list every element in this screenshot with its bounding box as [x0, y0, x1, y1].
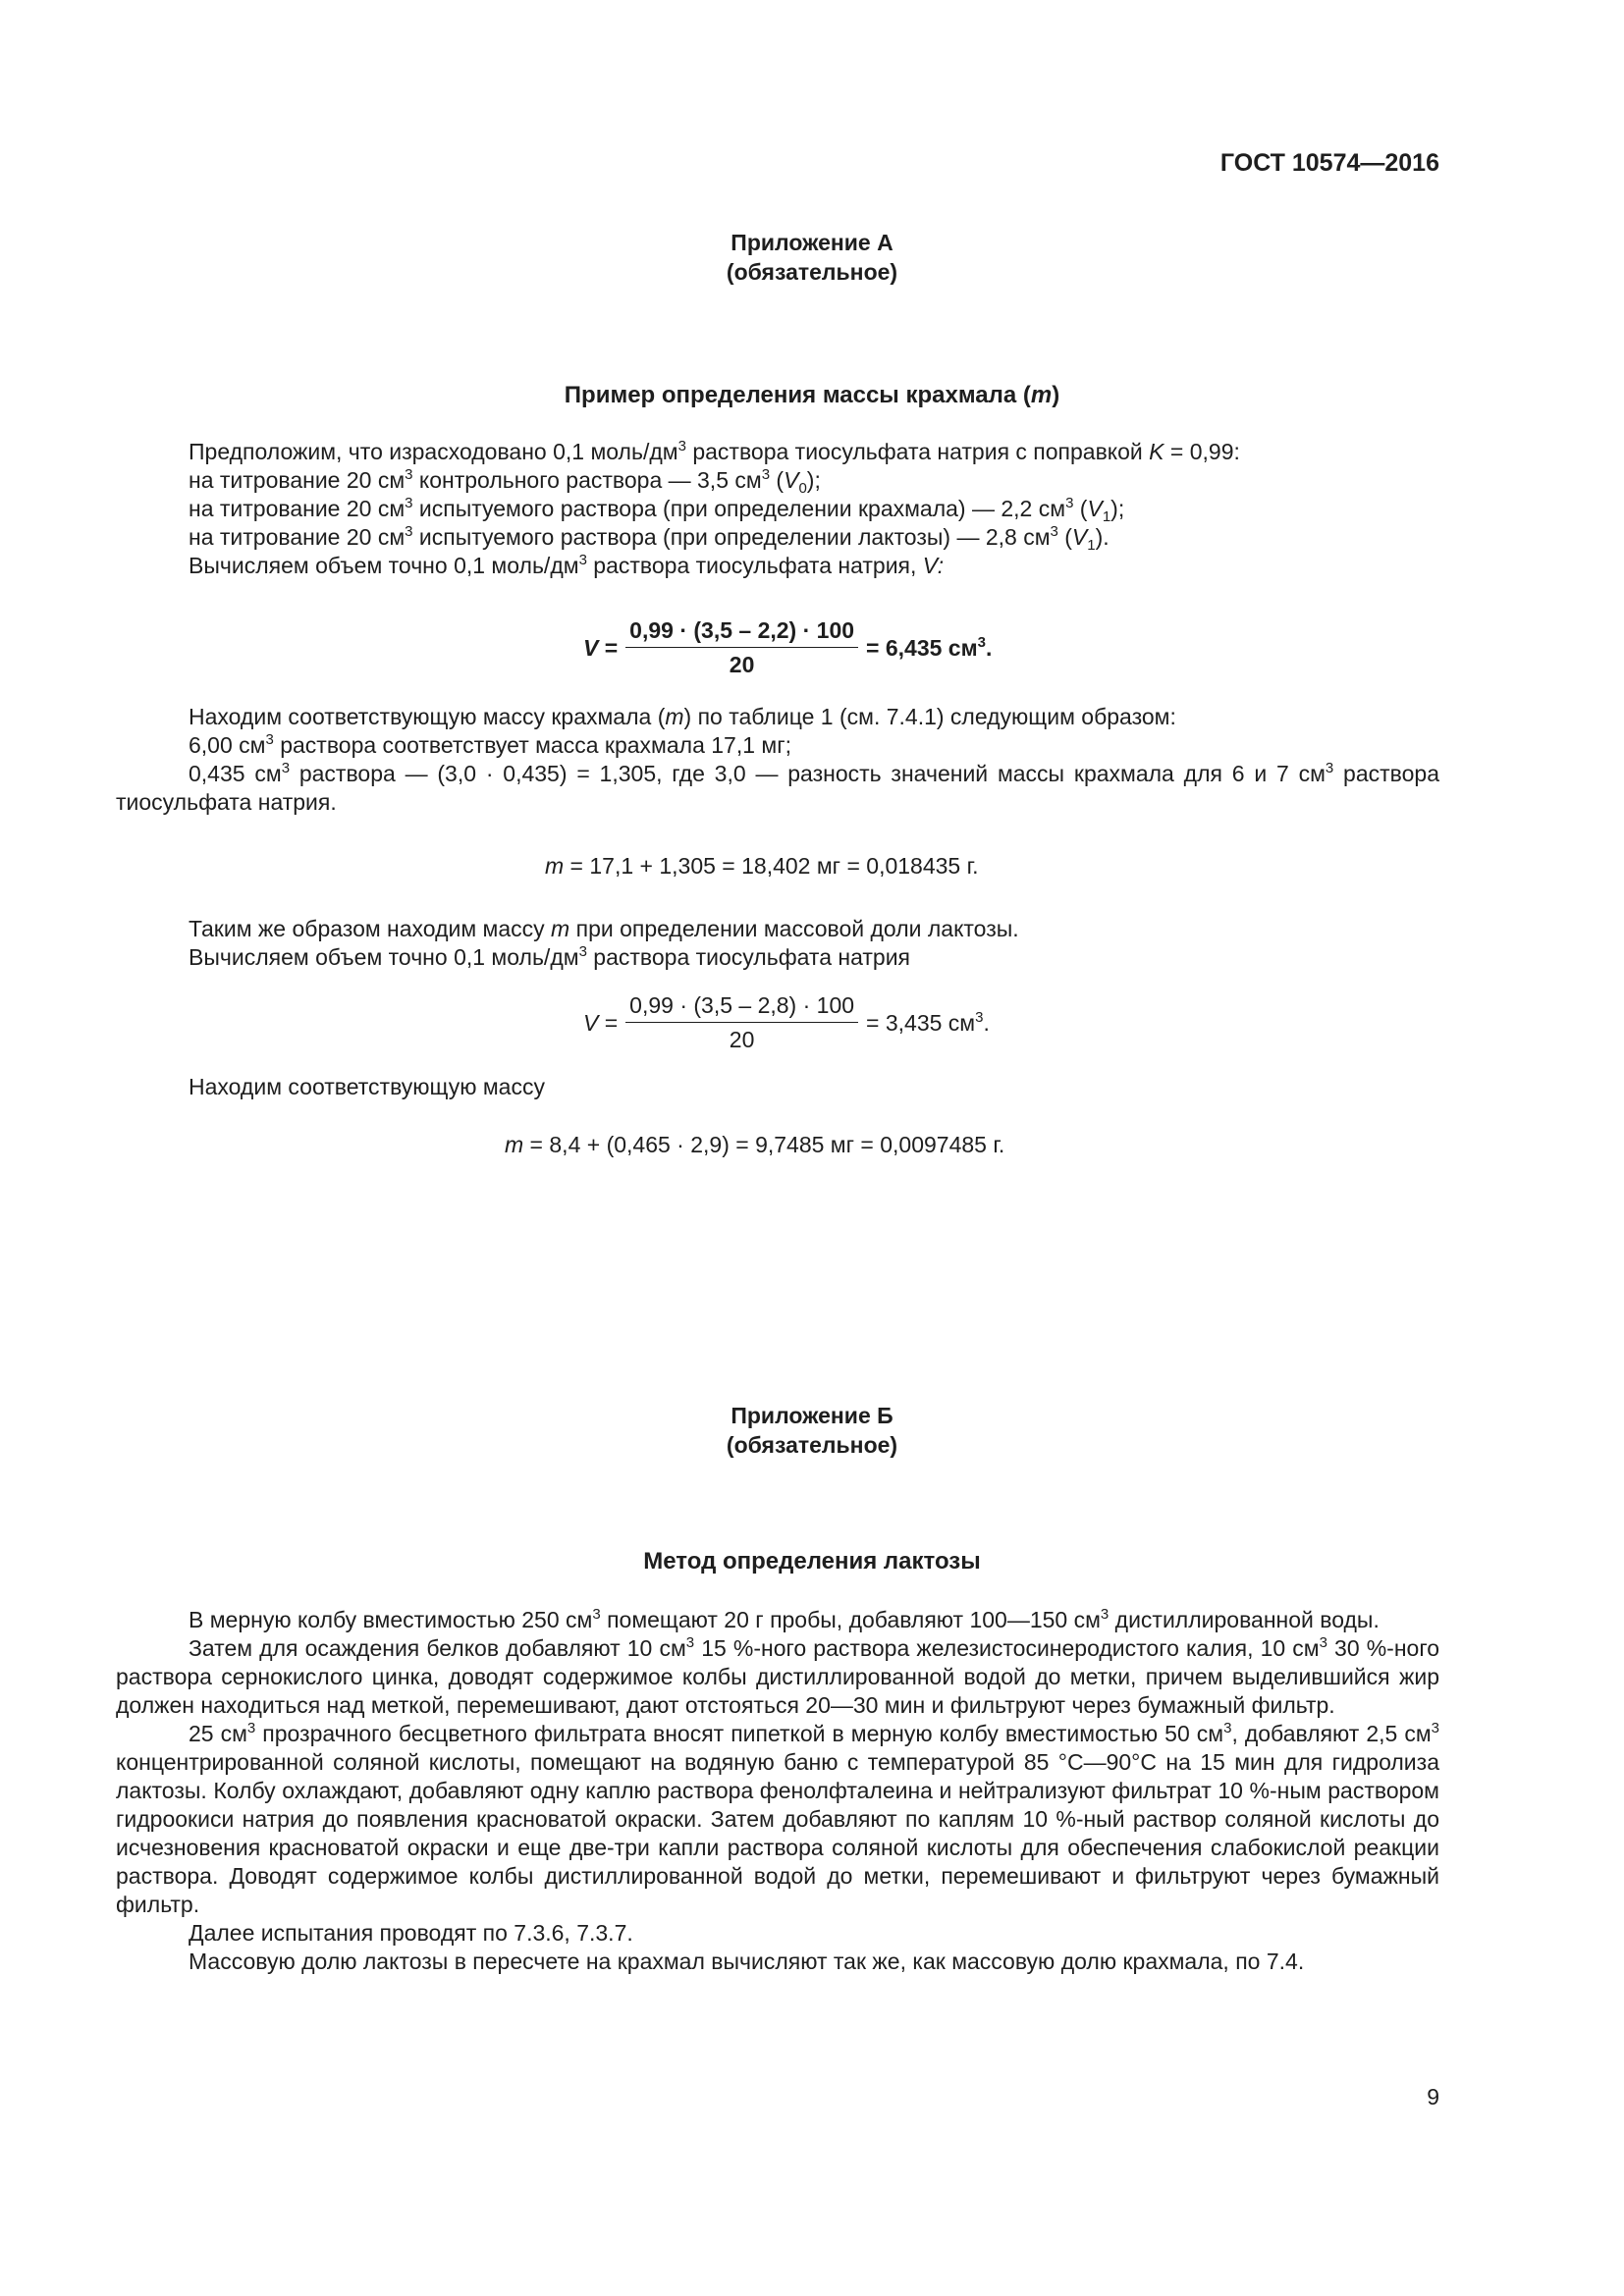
annex-a-mass: [116, 703, 1439, 817]
intro-line-4: на титрование 20 $см^3$ испытуемого раствора (при определении лактозы) — 2,8 $см^3$ $(V_1)$.: [189, 523, 1110, 554]
formula-mass-lactose: m = 8,4 + (0,465 · 2,9) = 9,7485 мг = 0,0097485 г.: [505, 1132, 1005, 1157]
intro-line-3: на титрование 20 $см^3$ испытуемого раствора (при определении крахмала) — 2,2 $см^3$ $(V_1)$;: [189, 495, 1125, 525]
lactose-line-2: Вычисляем объем точно 0,1 моль/$дм^3$ раствора тиосульфата натрия: [189, 943, 910, 970]
annex-a-lactose: [116, 915, 1439, 972]
formula-denominator: 20: [729, 652, 755, 677]
find-mass-text: Находим соответствующую массу: [189, 1074, 545, 1099]
formula-volume-lactose: V = $\frac{0,99 \cdot (3,5 - 2,8) \cdot 100}{20}$ = 3,435 $см^3$.: [583, 992, 990, 1052]
page-number: 9: [1427, 2084, 1439, 2109]
annex-a-intro: [116, 438, 1439, 580]
annex-b-title: Метод определения лактозы: [643, 1548, 981, 1575]
formula-denominator: 20: [729, 1027, 755, 1052]
annex-a-label: Приложение А: [731, 230, 893, 255]
document-id: ГОСТ 10574—2016: [1219, 149, 1439, 177]
mass-line-1: Находим соответствующую массу крахмала (m) по таблице 1 (см. 7.4.1) следующим образом:: [189, 704, 1176, 729]
annex-a-title: Пример определения массы крахмала (m): [564, 382, 1060, 408]
annex-b-paragraph-4: Далее испытания проводят по 7.3.6, 7.3.7.: [189, 1920, 633, 1946]
annex-b-status: (обязательное): [726, 1432, 898, 1458]
intro-line-5: Вычисляем объем точно 0,1 моль/$дм^3$ раствора тиосульфата натрия, V:: [189, 552, 945, 578]
formula-volume-starch: V = $\frac{0,99 \cdot (3,5 - 2,2) \cdot 100}{20}$ = 6,435 $см^3$.: [583, 617, 993, 677]
annex-b-paragraph-5: Массовую долю лактозы в пересчете на крахмал вычисляют так же, как массовую долю крахмала, по 7.4.: [189, 1949, 1305, 1974]
annex-a-status: (обязательное): [726, 259, 898, 285]
annex-b-paragraph-1: В мерную колбу вместимостью 250 $см^3$ помещают 20 г пробы, добавляют 100—150 $см^3$ дистиллированной воды.: [189, 1606, 1380, 1632]
mass-line-2: 6,00 $см^3$ раствора соответствует масса крахмала 17,1 мг;: [189, 731, 792, 758]
intro-line-2: на титрование 20 $см^3$ контрольного раствора — 3,5 $см^3$ $(V_0)$;: [189, 466, 821, 497]
lactose-line-1: Таким же образом находим массу m при определении массовой доли лактозы.: [189, 916, 1019, 941]
annex-b-paragraph-3: 25 $см^3$ прозрачного бесцветного фильтрата вносят пипеткой в мерную колбу вместимостью 50 $см^3$, добавляют 2,5 $см^3$ концентрированной соляной кислоты, помещают на водяную баню с температурой 85 °С—90°С на 15 мин для гидролиза лактозы. Колбу охлаждают, добавляют одну каплю раствора фенолфталеина и нейтрализуют фильтрат 10 %-ным раствором гидроокиси натрия до появления красноватой окраски. Затем добавляют по каплям 10 %-ный раствор соляной кислоты до исчезновения красноватой окраски и еще две-три капли раствора соляной кислоты для обеспечения слабокислой реакции раствора. Доводят содержимое колбы дистиллированной водой до метки, перемешивают и фильтруют через бумажный фильтр.: [116, 1720, 1439, 1917]
annex-b-body: [116, 1606, 1439, 1976]
formula-numerator: 0,99 · (3,5 – 2,2) · 100: [625, 616, 858, 648]
intro-line-1: Предположим, что израсходовано 0,1 моль/$дм^3$ раствора тиосульфата натрия с поправкой K = 0,99:: [189, 438, 1240, 464]
annex-b-paragraph-2: Затем для осаждения белков добавляют 10 $см^3$ 15 %-ного раствора железистосинеродистого калия, 10 $см^3$ 30 %-ного раствора сернокислого цинка, доводят содержимое колбы дистиллированной водой до метки, причем выделившийся жир должен находиться над меткой, перемешивают, дают отстояться 20—30 мин и фильтруют через бумажный фильтр.: [116, 1634, 1439, 1718]
formula-mass-starch: m = 17,1 + 1,305 = 18,402 мг = 0,018435 г.: [545, 853, 979, 879]
annex-b-label: Приложение Б: [731, 1403, 893, 1428]
formula-numerator: 0,99 · (3,5 – 2,8) · 100: [625, 991, 858, 1023]
mass-line-3: 0,435 $см^3$ раствора — (3,0 · 0,435) = 1,305, где 3,0 — разность значений массы крахмала для 6 и 7 $см^3$ раствора тиосульфата натрия.: [116, 760, 1440, 815]
